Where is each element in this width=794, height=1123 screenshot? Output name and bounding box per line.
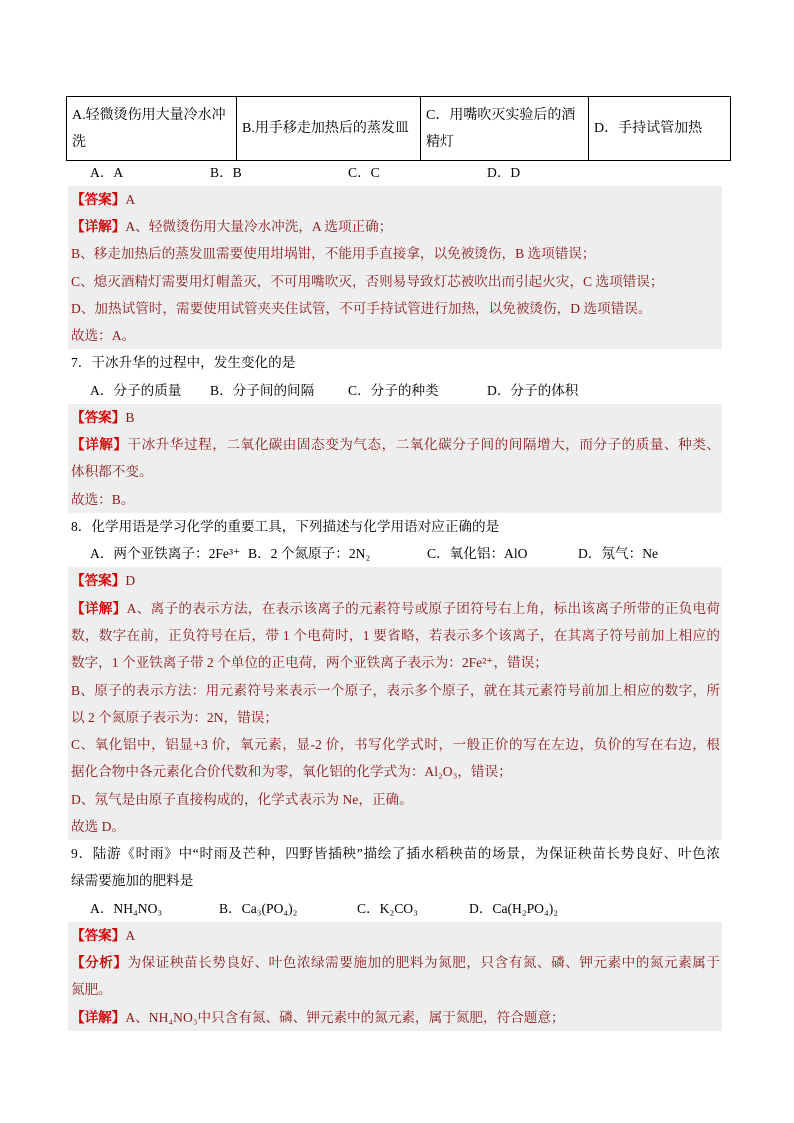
q7-detail-text: 干冰升华过程，二氧化碳由固态变为气态，二氧化碳分子间的间隔增大，而分子的质量、种类、	[127, 437, 721, 453]
q7-conclusion: 故选：B。	[71, 491, 135, 507]
q8-detail-line: 以 2 个氮原子表示为：2N，错误；	[71, 709, 278, 725]
q8-answer-label: 【答案】	[71, 573, 126, 589]
q6-options	[68, 159, 722, 186]
q8-stem: 8．化学用语是学习化学的重要工具，下列描述与化学用语对应正确的是	[71, 518, 500, 534]
q8-detail-line: B、原子的表示方法：用元素符号来表示一个原子，表示多个原子，就在其元素符号前加上相应的数字，所	[71, 682, 720, 698]
q6-detail-line: B、移走加热后的蒸发皿需要使用坩埚钳，不能用手直接拿，以免被烫伤，B 选项错误；	[71, 246, 596, 262]
q6-table-cell-c: C．用嘴吹灭实验后的酒精灯	[421, 97, 589, 161]
q6-table-cell-b: B.用手移走加热后的蒸发皿	[237, 97, 421, 161]
q8-option-a: A．两个亚铁离子：2Fe³⁺	[90, 546, 241, 562]
q6-option-c: C．C	[348, 164, 380, 180]
q7-detail-line: 体积都不变。	[71, 464, 153, 480]
question-flow	[68, 159, 722, 1032]
q8-answer-value: D	[125, 573, 136, 589]
q7-answer-block	[68, 404, 722, 513]
q9-answer-line	[68, 922, 722, 949]
q9-analysis-line: 氮肥。	[71, 982, 112, 998]
q8-detail-line: 数字，1 个亚铁离子带 2 个单位的正电荷，两个亚铁离子表示为：2Fe²⁺，错误；	[71, 655, 548, 671]
q8-answer-line	[68, 567, 722, 594]
q6-option-a: A．A	[90, 164, 124, 180]
q6-detail-line: D、加热试管时，需要使用试管夹夹住试管，不可手持试管进行加热，以免被烫伤，D 选项错误。	[71, 300, 652, 316]
q6-option-d: D．D	[487, 164, 521, 180]
q9-answer-label: 【答案】	[71, 927, 126, 943]
q7-stem: 7．干冰升华的过程中，发生变化的是	[71, 355, 296, 371]
q8-conclusion: 故选 D。	[71, 818, 125, 834]
q9-answer-value: A	[125, 927, 136, 943]
q6-answer-value: A	[125, 191, 136, 207]
q8-option-c: C．氧化铝：AlO	[427, 546, 528, 562]
q6-answer-label: 【答案】	[71, 191, 126, 207]
q9-options	[68, 895, 722, 922]
q8-answer-block	[68, 567, 722, 840]
q9-option-d: D．Ca(H₂PO₄)₂	[469, 900, 558, 916]
q9-option-c: C．K₂CO₃	[357, 900, 418, 916]
q6-table-cell-a: A.轻微烫伤用大量冷水冲洗	[67, 97, 237, 161]
q6-detail-label: 【详解】	[71, 219, 126, 235]
q7-detail-label: 【详解】	[71, 437, 128, 453]
q6-option-table-row	[67, 97, 731, 161]
q6-detail-line	[68, 213, 722, 240]
q7-answer-label: 【答案】	[71, 409, 126, 425]
q8-option-b: B．2 个氮原子：2N₂	[248, 546, 371, 562]
q8-detail-label: 【详解】	[71, 600, 127, 616]
q8-option-d: D．氖气：Ne	[578, 546, 659, 562]
q9-option-b: B．Ca₃(PO₄)₂	[219, 900, 298, 916]
q7-answer-line	[68, 404, 722, 431]
q6-conclusion: 故选：A。	[71, 328, 136, 344]
q9-stem: 绿需要施加的肥料是	[71, 873, 194, 889]
q8-detail-line: C、氧化铝中，铝显+3 价，氧元素，显-2 价，书写化学式时，一般正价的写在左边，负价的写在右边，根	[71, 737, 720, 753]
q9-answer-block	[68, 922, 722, 1031]
q6-detail-line: C、熄灭酒精灯需要用灯帽盖灭，不可用嘴吹灭，否则易导致灯芯被吹出而引起火灾，C 选项错误；	[71, 273, 664, 289]
q6-answer-line	[68, 186, 722, 213]
q9-detail-label: 【详解】	[71, 1009, 126, 1025]
q9-stem: 9．陆游《时雨》中“时雨及芒种，四野皆插秧”描绘了插水稻秧苗的场景，为保证秧苗长势良好、叶色浓	[71, 846, 720, 862]
q8-detail-line	[68, 595, 722, 622]
q7-option-b: B．分子间的间隔	[210, 382, 315, 398]
q9-analysis-label: 【分析】	[71, 955, 128, 971]
q9-analysis-line	[68, 949, 722, 976]
q9-detail-text: A、NH₄NO₃中只含有氮、磷、钾元素中的氮元素，属于氮肥，符合题意；	[125, 1009, 565, 1025]
q7-options	[68, 377, 722, 404]
q9-option-a: A．NH₄NO₃	[90, 900, 163, 916]
q6-detail-text: A、轻微烫伤用大量冷水冲洗，A 选项正确；	[125, 219, 393, 235]
q7-option-a: A．分子的质量	[90, 382, 182, 398]
q6-option-b: B．B	[210, 164, 242, 180]
q8-detail-line: D、氖气是由原子直接构成的，化学式表示为 Ne，正确。	[71, 791, 413, 807]
q9-analysis-text: 为保证秧苗长势良好、叶色浓绿需要施加的肥料为氮肥，只含有氮、磷、钾元素中的氮元素属于	[127, 955, 721, 971]
q8-detail-text: A、离子的表示方法，在表示该离子的元素符号或原子团符号右上角，标出该离子所带的正负电荷	[126, 600, 720, 616]
q7-detail-line	[68, 431, 722, 458]
q9-detail-line	[68, 1004, 722, 1031]
q6-table-cell-d: D．手持试管加热	[589, 97, 731, 161]
q7-answer-value: B	[125, 409, 135, 425]
q8-detail-line: 据化合物中各元素化合价代数和为零，氧化铝的化学式为：Al₂O₃，错误；	[71, 764, 512, 780]
q8-options	[68, 540, 722, 567]
q8-detail-line: 数，数字在前，正负符号在后，带 1 个电荷时，1 要省略，若表示多个该离子，在其离子符号前加上相应的	[71, 628, 720, 644]
q7-option-c: C．分子的种类	[348, 382, 439, 398]
q6-option-table	[66, 96, 731, 161]
q7-option-d: D．分子的体积	[487, 382, 579, 398]
q6-answer-block	[68, 186, 722, 350]
